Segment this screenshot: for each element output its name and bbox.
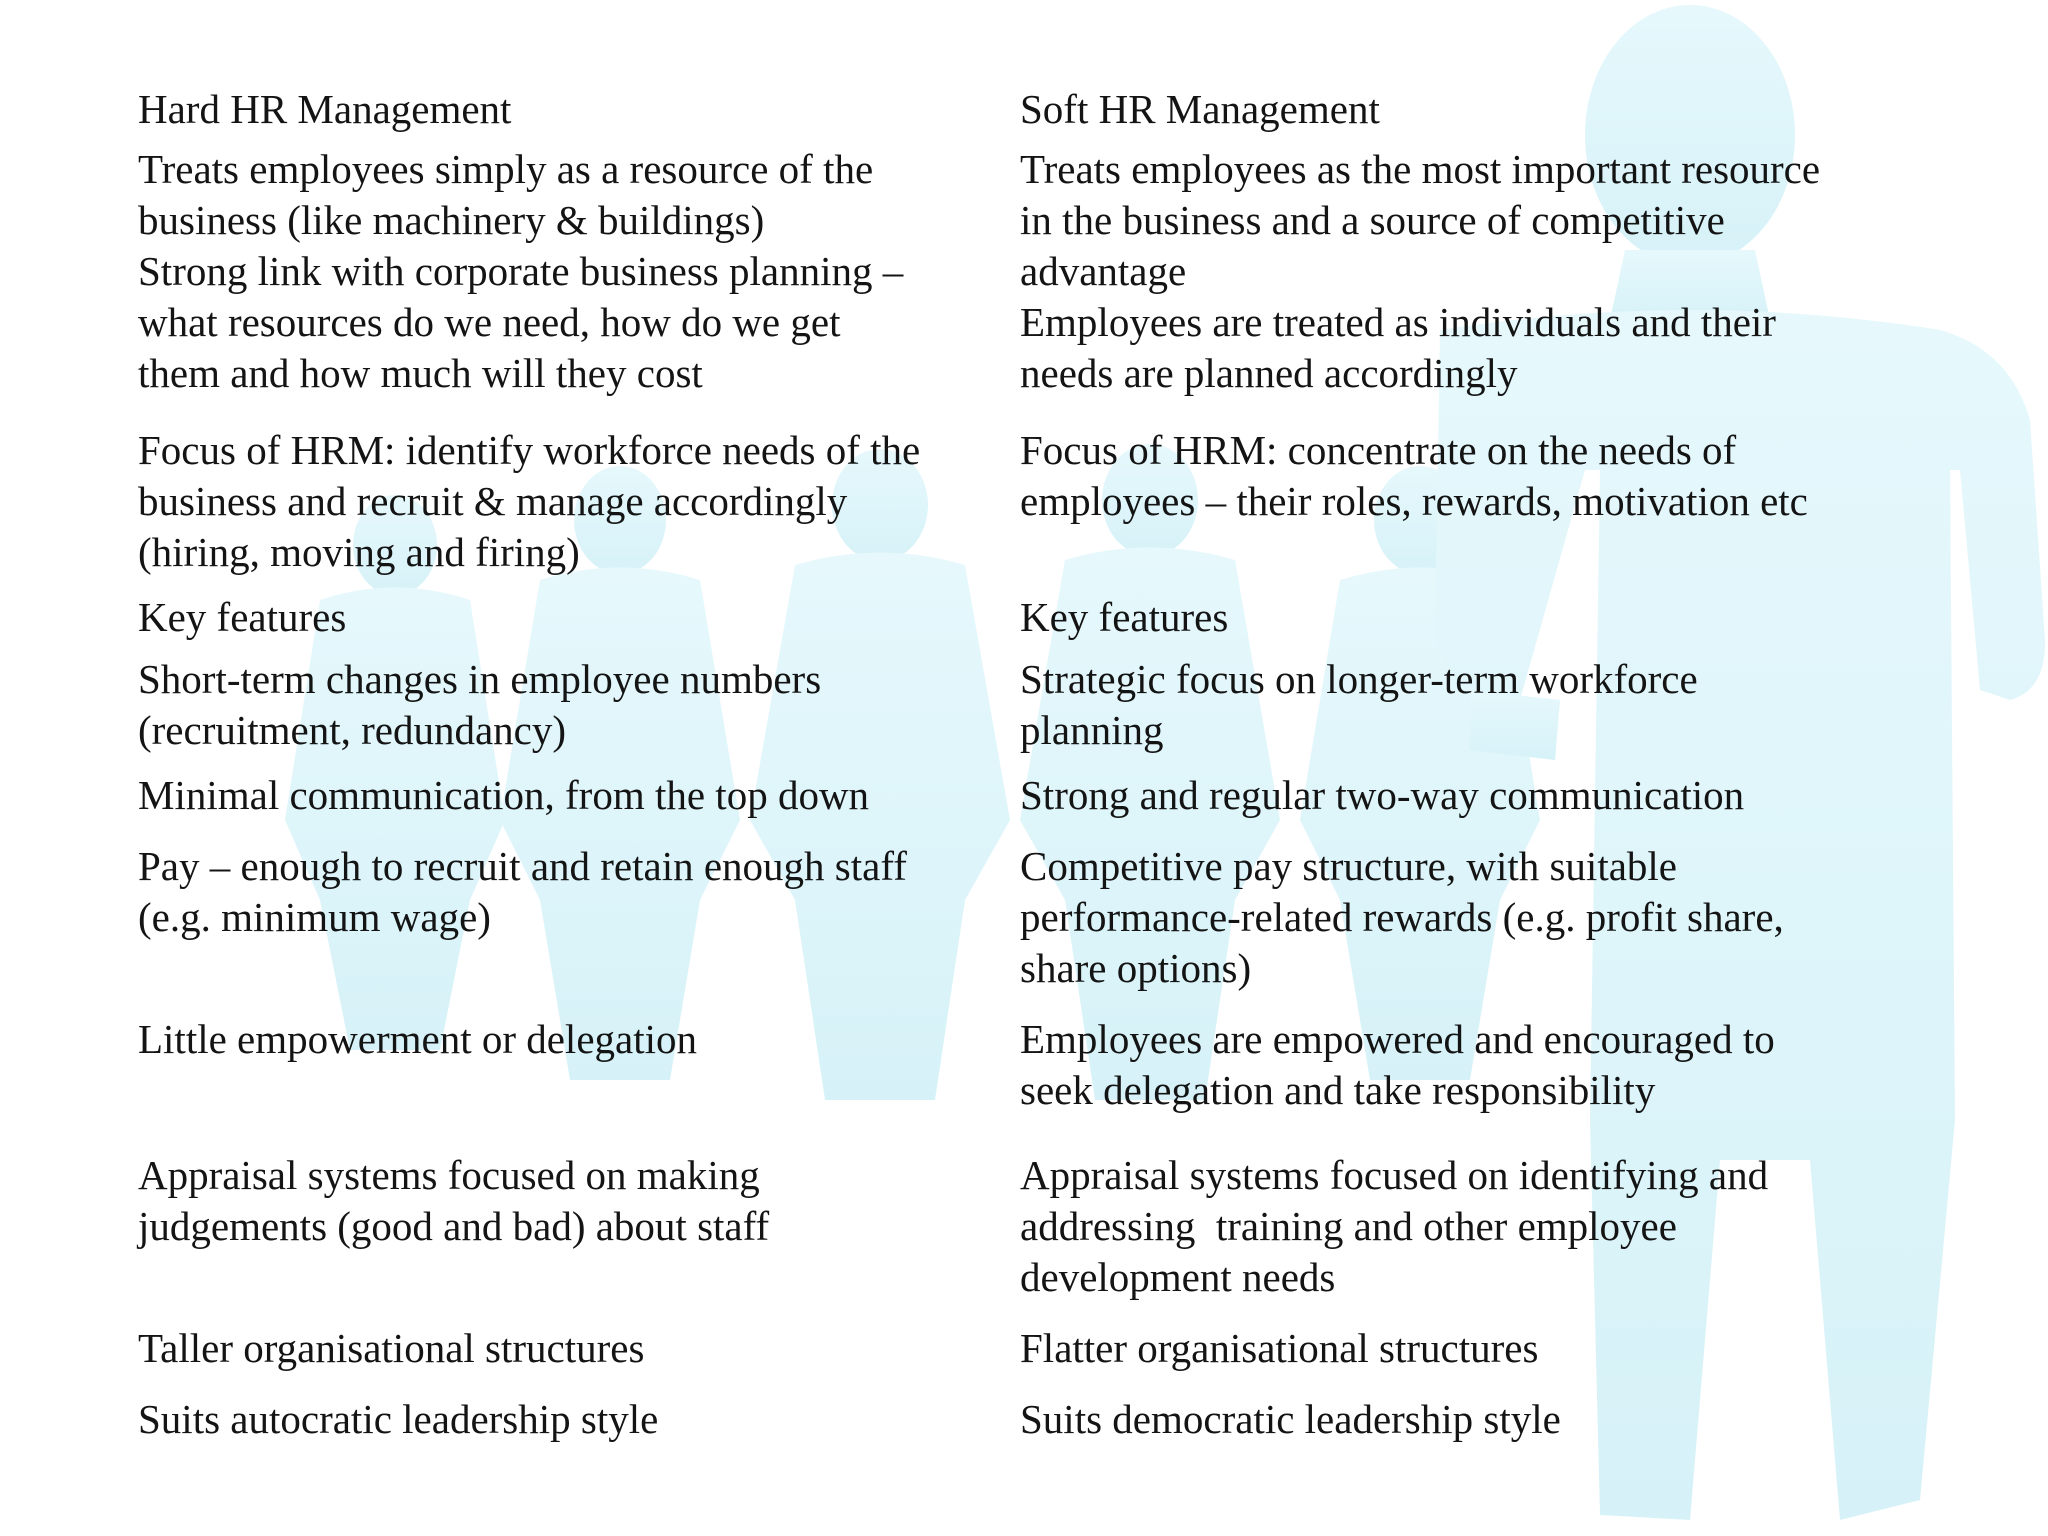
hard-cell: Treats employees simply as a resource of the business (like machinery & buildings) Strong link with corporate business planning – what resources do we need, how do we get them and how much will they cost [138,146,904,396]
hard-cell: Minimal communication, from the top down [138,772,870,818]
hard-cell: Pay – enough to recruit and retain enough staff (e.g. minimum wage) [138,843,907,940]
soft-cell: Competitive pay structure, with suitable performance-related rewards (e.g. profit share, share options) [1020,843,1784,991]
soft-cell: Strong and regular two-way communication [1020,772,1745,818]
soft-cell: Focus of HRM: concentrate on the needs of employees – their roles, rewards, motivation etc [1020,427,1808,524]
table-row [138,654,1968,756]
hard-cell: Key features [138,594,347,640]
table-row [138,144,1968,399]
table-row [138,1014,1968,1116]
soft-hr-heading: Soft HR Management [1020,86,1380,132]
soft-cell: Strategic focus on longer-term workforce planning [1020,656,1698,753]
table-row [138,425,1968,578]
table-row [138,592,1968,643]
hr-comparison-table [138,84,1968,1445]
hard-cell: Appraisal systems focused on making judgements (good and bad) about staff [138,1152,770,1249]
hard-hr-heading: Hard HR Management [138,86,512,132]
soft-cell: Employees are empowered and encouraged to seek delegation and take responsibility [1020,1016,1775,1113]
table-row [138,841,1968,994]
table-row [138,1150,1968,1303]
soft-cell: Key features [1020,594,1229,640]
header-row [138,84,1968,135]
hard-cell: Taller organisational structures [138,1325,645,1371]
table-row [138,1323,1968,1374]
hard-cell: Little empowerment or delegation [138,1016,698,1062]
soft-cell: Suits democratic leadership style [1020,1396,1561,1442]
table-row [138,770,1968,821]
soft-cell: Treats employees as the most important resource in the business and a source of competitive advantage Employees are treated as individuals and their needs are planned accordingly [1020,146,1821,396]
hard-cell: Focus of HRM: identify workforce needs of the business and recruit & manage accordingly (hiring, moving and firing) [138,427,921,575]
hard-cell: Suits autocratic leadership style [138,1396,659,1442]
hard-cell: Short-term changes in employee numbers (recruitment, redundancy) [138,656,822,753]
table-row [138,1394,1968,1445]
soft-cell: Flatter organisational structures [1020,1325,1539,1371]
soft-cell: Appraisal systems focused on identifying and addressing training and other employee development needs [1020,1152,1769,1300]
